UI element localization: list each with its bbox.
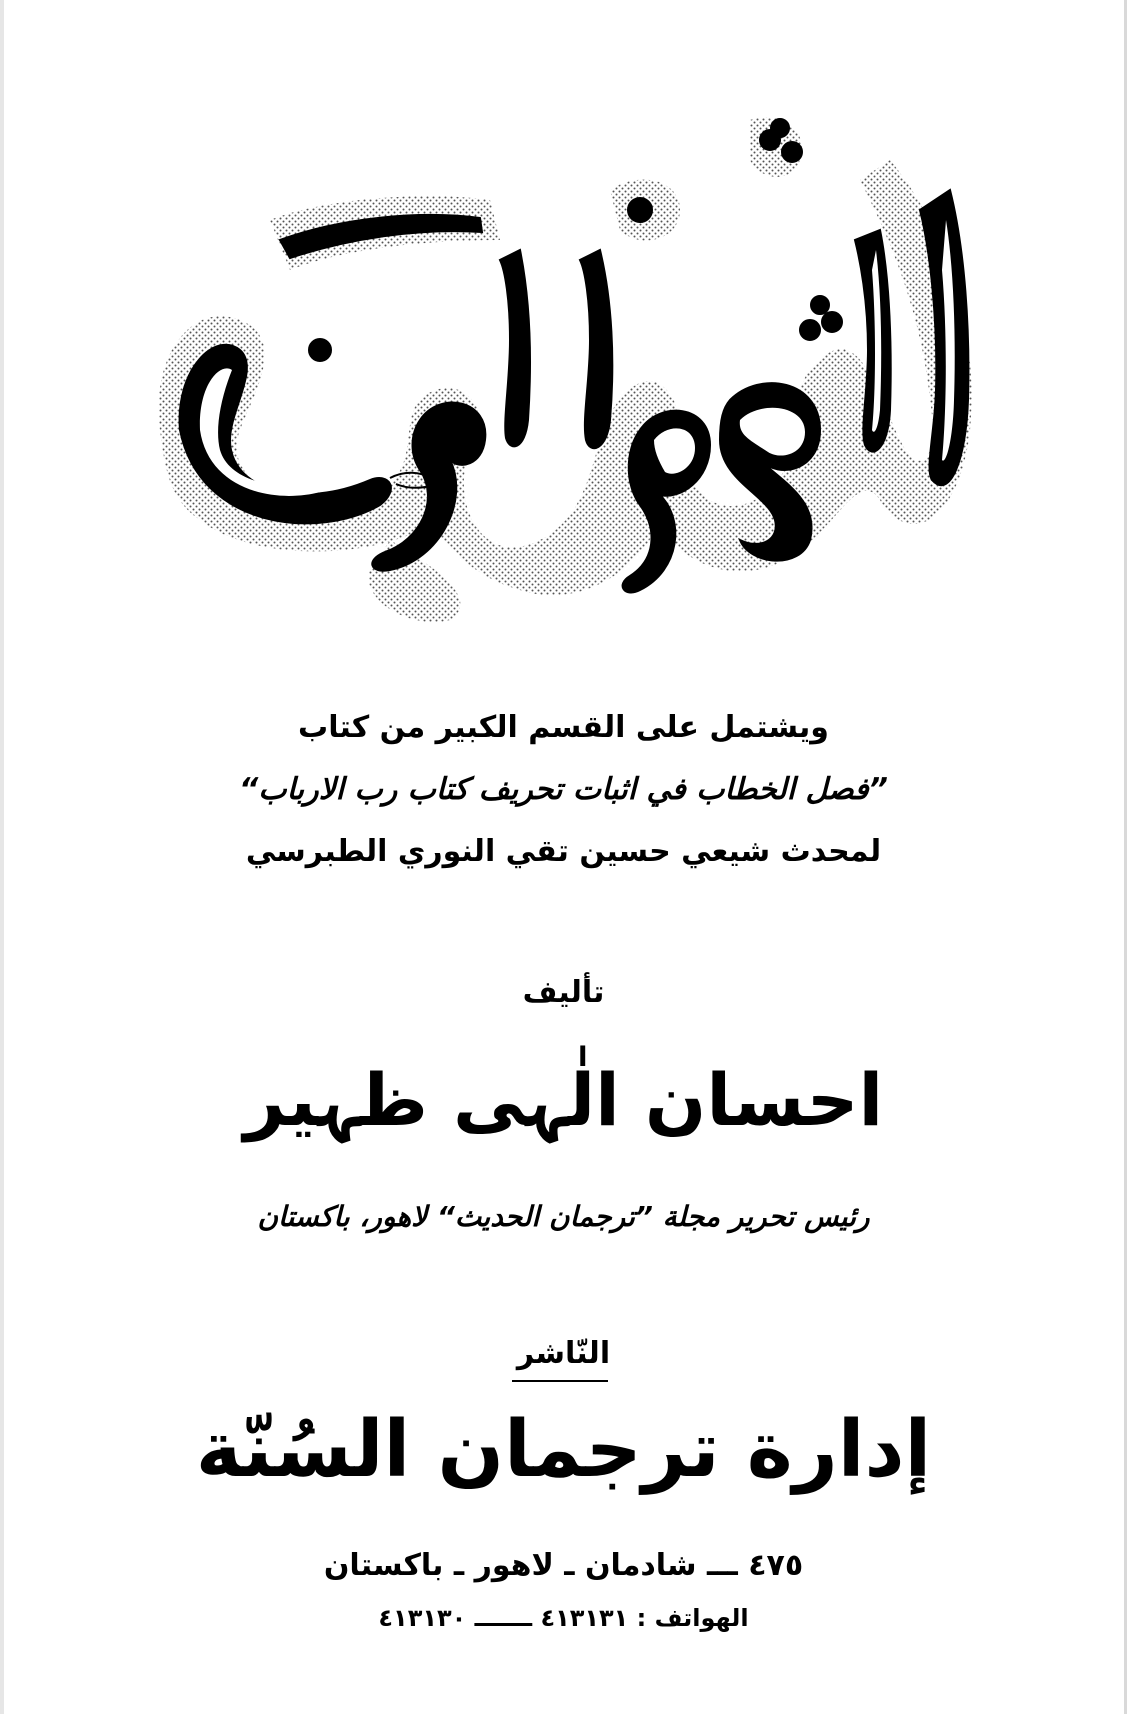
author-role: رئيس تحرير مجلة ”ترجمان الحديث“ لاهور، باكستان	[257, 1200, 870, 1233]
publisher-label: النّاشر	[516, 1336, 611, 1371]
title-stipple-halo	[158, 117, 971, 622]
title-calligraphy	[120, 100, 1000, 630]
author-name: احسان الٰہی ظہیر	[243, 1058, 884, 1142]
publisher-name: إدارة ترجمان السُنّة	[195, 1405, 932, 1495]
publisher-phones: الهواتف : ٤١٣١٣١ ـــــــ ٤١٣١٣٠	[378, 1604, 749, 1632]
publisher-label-underline	[512, 1380, 608, 1382]
description-line-1: ويشتمل على القسم الكبير من كتاب	[298, 710, 829, 745]
description-line-3: لمحدث شيعي حسين تقي النوري الطبرسي	[245, 834, 882, 869]
publisher-address: ٤٧٥ ـــ شادمان ـ لاهور ـ باكستان	[323, 1548, 804, 1583]
author-label: تأليف	[522, 975, 605, 1010]
description-line-2: ”فصل الخطاب في اثبات تحريف كتاب رب الارباب“	[239, 772, 888, 807]
